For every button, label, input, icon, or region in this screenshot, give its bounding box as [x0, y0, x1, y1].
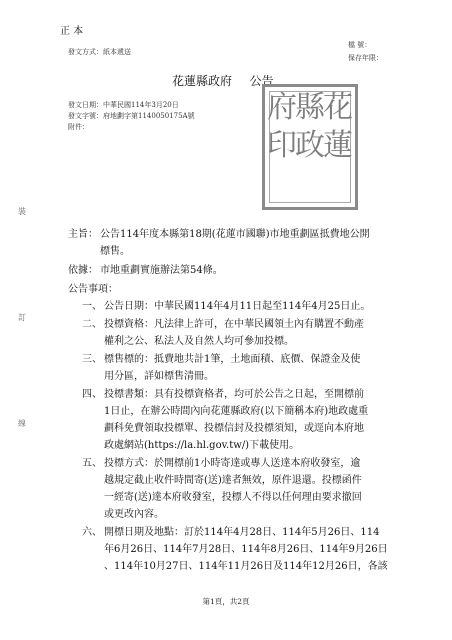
item-line: 標售標的：抵費地共計1筆，土地面積、底價、保證金及使 [104, 354, 361, 365]
seal-char: 蓮 [323, 128, 353, 163]
item-line: 權利之公、私法人及自然人均可參加投標。 [104, 336, 294, 347]
item-line: 一經寄(送)達本府收發室，投標人不得以任何理由要求撤回 [104, 492, 362, 503]
item-line: 劃科免費領取投標單、投標信封及投標須知，或逕向本府地 [104, 423, 364, 434]
item-line: 公告日期：中華民國114年4月11日起至114年4月25日止。 [104, 301, 371, 312]
official-seal [262, 84, 358, 210]
item-line: 年6月26日、114年7月28日、114年8月26日、114年9月26日 [104, 544, 388, 555]
page-number: 第1頁，共2頁 [202, 597, 250, 606]
item-number: 五、 [82, 458, 102, 469]
item-number: 六、 [82, 527, 102, 538]
send-method: 發文方式：紙本遞送 [68, 48, 131, 56]
file-number-label: 檔 號： [348, 41, 372, 49]
retention-label: 保存年限： [348, 54, 383, 62]
seal-char: 印 [267, 128, 297, 163]
copy-type: 正 本 [60, 26, 84, 37]
item-line: 投標書類：具有投標資格者，均可於公告之日起，至開標前 [104, 389, 364, 400]
attachment-label: 附件： [68, 123, 89, 131]
item-line: 投標方式：於開標前1小時寄達或專人送達本府收發室，逾 [104, 458, 361, 469]
item-line: 1日止，在辦公時間內向花蓮縣政府(以下簡稱本府)地政處重 [104, 406, 369, 417]
item-line: 開標日期及地點：訂於114年4月28日、114年5月26日、114 [104, 527, 380, 538]
doc-type: 公告 [249, 74, 274, 88]
subject-line: 公告114年度本縣第18期(花蓮市國聯)市地重劃區抵費地公開 [100, 229, 370, 240]
item-line: 、114年10月27日、114年11月26日及114年12月26日，各該 [104, 561, 388, 572]
item-number: 三、 [82, 354, 102, 365]
subject-line: 標售。 [100, 246, 130, 257]
item-line: 投標資格：凡法律上許可，在中華民國領土內有購置不動產 [104, 319, 364, 330]
basis-label: 依據： [68, 265, 98, 276]
item-line: 用分區，詳如標售清冊。 [104, 371, 214, 382]
margin-line-mark: 線 [18, 419, 26, 428]
item-line: 政處網站(https://la.hl.gov.tw/)下載使用。 [104, 440, 300, 451]
issue-date: 發文日期：中華民國114年3月20日 [68, 101, 179, 109]
basis-line: 市地重劃實施辦法第54條。 [100, 265, 223, 276]
seal-char: 花 [323, 90, 353, 125]
subject-label: 主旨： [68, 229, 98, 240]
item-line: 越規定截止收件時間寄(送)達者無效，原件退還。投標函件 [104, 475, 362, 486]
document-title [172, 72, 274, 89]
margin-bind-mark: 裝 [18, 207, 26, 216]
item-line: 或更改內容。 [104, 509, 164, 520]
seal-char: 政 [295, 128, 325, 163]
issue-number: 發文字號：府地劃字第1140050175A號 [68, 112, 195, 120]
item-number: 二、 [82, 319, 102, 330]
item-number: 四、 [82, 389, 102, 400]
margin-staple-mark: 訂 [18, 313, 26, 322]
document-body [68, 226, 418, 572]
seal-char: 縣 [295, 90, 325, 125]
items-label: 公告事項： [68, 284, 118, 295]
item-number: 一、 [82, 301, 102, 312]
seal-char: 府 [267, 90, 297, 125]
org-name: 花蓮縣政府 [172, 74, 233, 88]
